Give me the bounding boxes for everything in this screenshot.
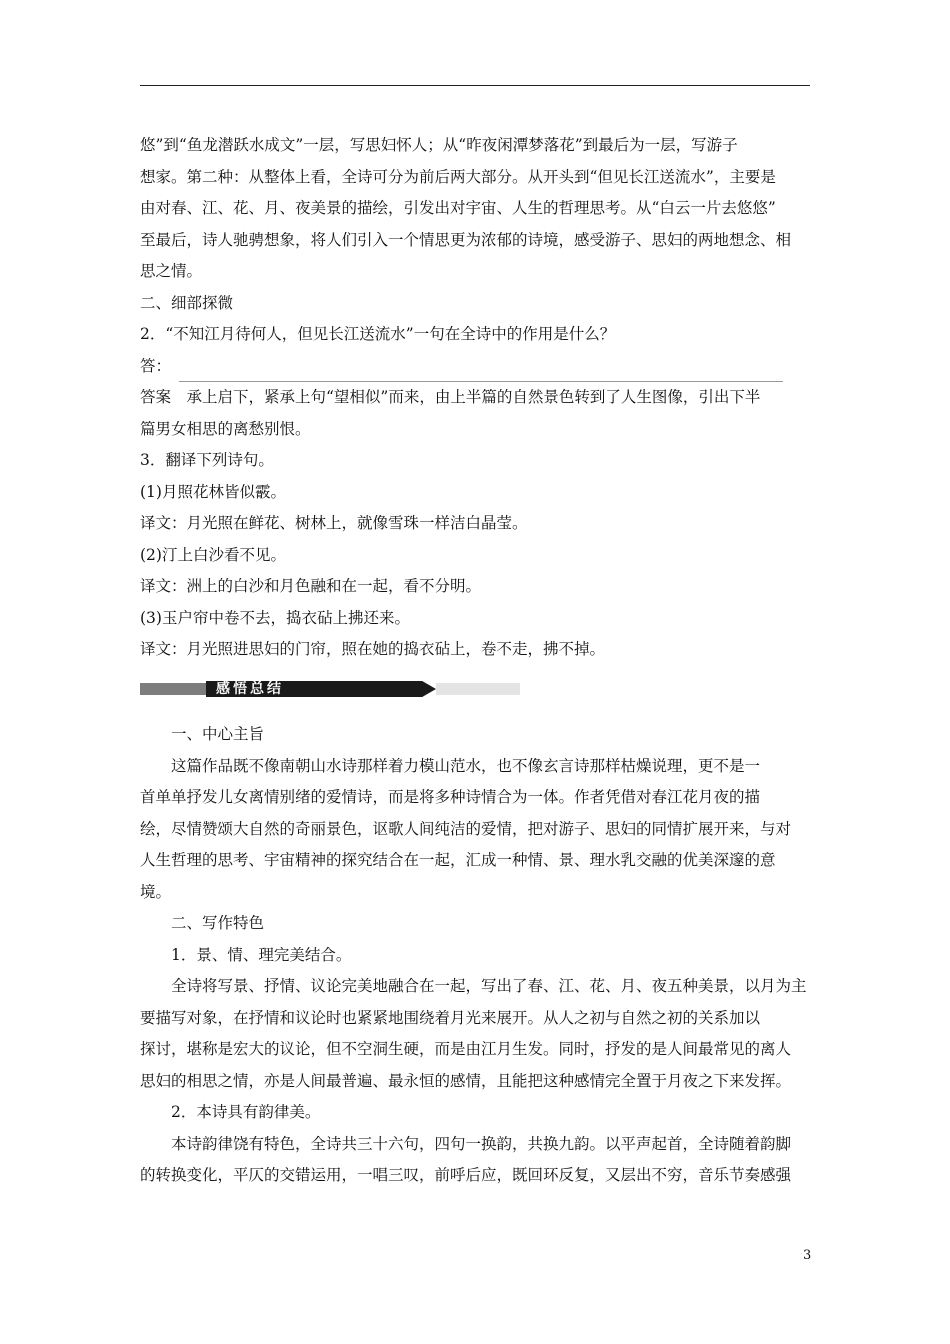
paragraph-line: 本诗韵律饶有特色，全诗共三十六句，四句一换韵，共换九韵。以平声起首，全诗随着韵脚 [171,1134,792,1153]
feature-heading: 1．景、情、理完美结合。 [171,945,352,964]
paragraph-line: 首单单抒发儿女离情别绪的爱情诗，而是将多种诗情合为一体。作者凭借对春江花月夜的描 [140,788,761,806]
banner-bar-right [436,683,520,695]
paragraph-line: 思妇的相思之情，亦是人间最普遍、最永恒的感情，且能把这种感情完全置于月夜之下来发挥。 [140,1071,792,1090]
section-heading-writing: 二、写作特色 [171,914,265,932]
paragraph-line: 的转换变化，平仄的交错运用，一唱三叹，前呼后应，既回环反复，又层出不穷，音乐节奏感强 [140,1166,792,1184]
paragraph-line: 人生哲理的思考、宇宙精神的探究结合在一起，汇成一种情、景、理水乳交融的优美深邃的意 [140,851,776,869]
answer-line: 答案 承上启下，紧承上句“望相似”而来，由上半篇的自然景色转到了人生图像，引出下半 [140,388,761,406]
translation-line: 译文：洲上的白沙和月色融和在一起，看不分明。 [140,577,482,595]
poem-line: (3)玉户帘中卷不去，捣衣砧上拂还来。 [140,608,410,627]
upper-section [140,130,812,666]
paragraph-line: 全诗将写景、抒情、议论完美地融合在一起，写出了春、江、花、月、夜五种美景，以月为主 [171,977,807,995]
summary-section [140,719,812,1192]
paragraph-line: 要描写对象，在抒情和议论时也紧紧地围绕着月光来展开。从人之初与自然之初的关系加以 [140,1008,761,1027]
header-rule [140,85,810,86]
answer-label: 答： [140,356,172,375]
feature-heading: 2．本诗具有韵律美。 [171,1103,321,1121]
question-3: 3．翻译下列诗句。 [140,451,274,469]
paragraph-line: 绘，尽情赞颂大自然的奇丽景色，讴歌人间纯洁的爱情，把对游子、思妇的同情扩展开来，与对 [140,819,792,838]
answer-line: 篇男女相思的离愁别恨。 [140,419,311,438]
question-2: 2．“不知江月待何人，但见长江送流水”一句在全诗中的作用是什么？ [140,325,616,343]
translation-line: 译文：月光照进思妇的门帘，照在她的捣衣砧上，卷不走，拂不掉。 [140,640,606,658]
paragraph-line: 悠”到“鱼龙潜跃水成文”一层，写思妇怀人；从“昨夜闲潭梦落花”到最后为一层，写游子 [140,136,738,154]
poem-line: (2)汀上白沙看不见。 [140,545,286,564]
paragraph-line: 这篇作品既不像南朝山水诗那样着力模山范水，也不像玄言诗那样枯燥说理，更不是一 [171,756,761,775]
section-heading-theme: 一、中心主旨 [171,725,265,743]
paragraph-line: 至最后，诗人驰骋想象，将人们引入一个情思更为浓郁的诗境，感受游子、思妇的两地想念、相 [140,230,792,249]
paragraph-line: 想家。第二种：从整体上看，全诗可分为前后两大部分。从开头到“但见长江送流水”，主要是 [140,167,776,186]
answer-blank[interactable] [179,363,783,382]
poem-line: (1)月照花林皆似霰。 [140,482,286,501]
banner-title: 感悟总结 [216,681,284,697]
page-number: 3 [803,1248,812,1263]
answer-field [140,351,812,383]
translation-line: 译文：月光照在鲜花、树林上，就像雪珠一样洁白晶莹。 [140,514,528,532]
banner-bar-left [140,683,206,695]
paragraph-line: 探讨，堪称是宏大的议论，但不空洞生硬，而是由江月生发。同时，抒发的是人间最常见的离人 [140,1040,792,1058]
summary-banner [140,681,520,697]
section-heading-detail: 二、细部探微 [140,293,234,312]
paragraph-line: 由对春、江、花、月、夜美景的描绘，引发出对宇宙、人生的哲理思考。从“白云一片去悠悠” [140,199,776,217]
paragraph-line: 思之情。 [140,262,203,280]
paragraph-line: 境。 [140,882,172,901]
